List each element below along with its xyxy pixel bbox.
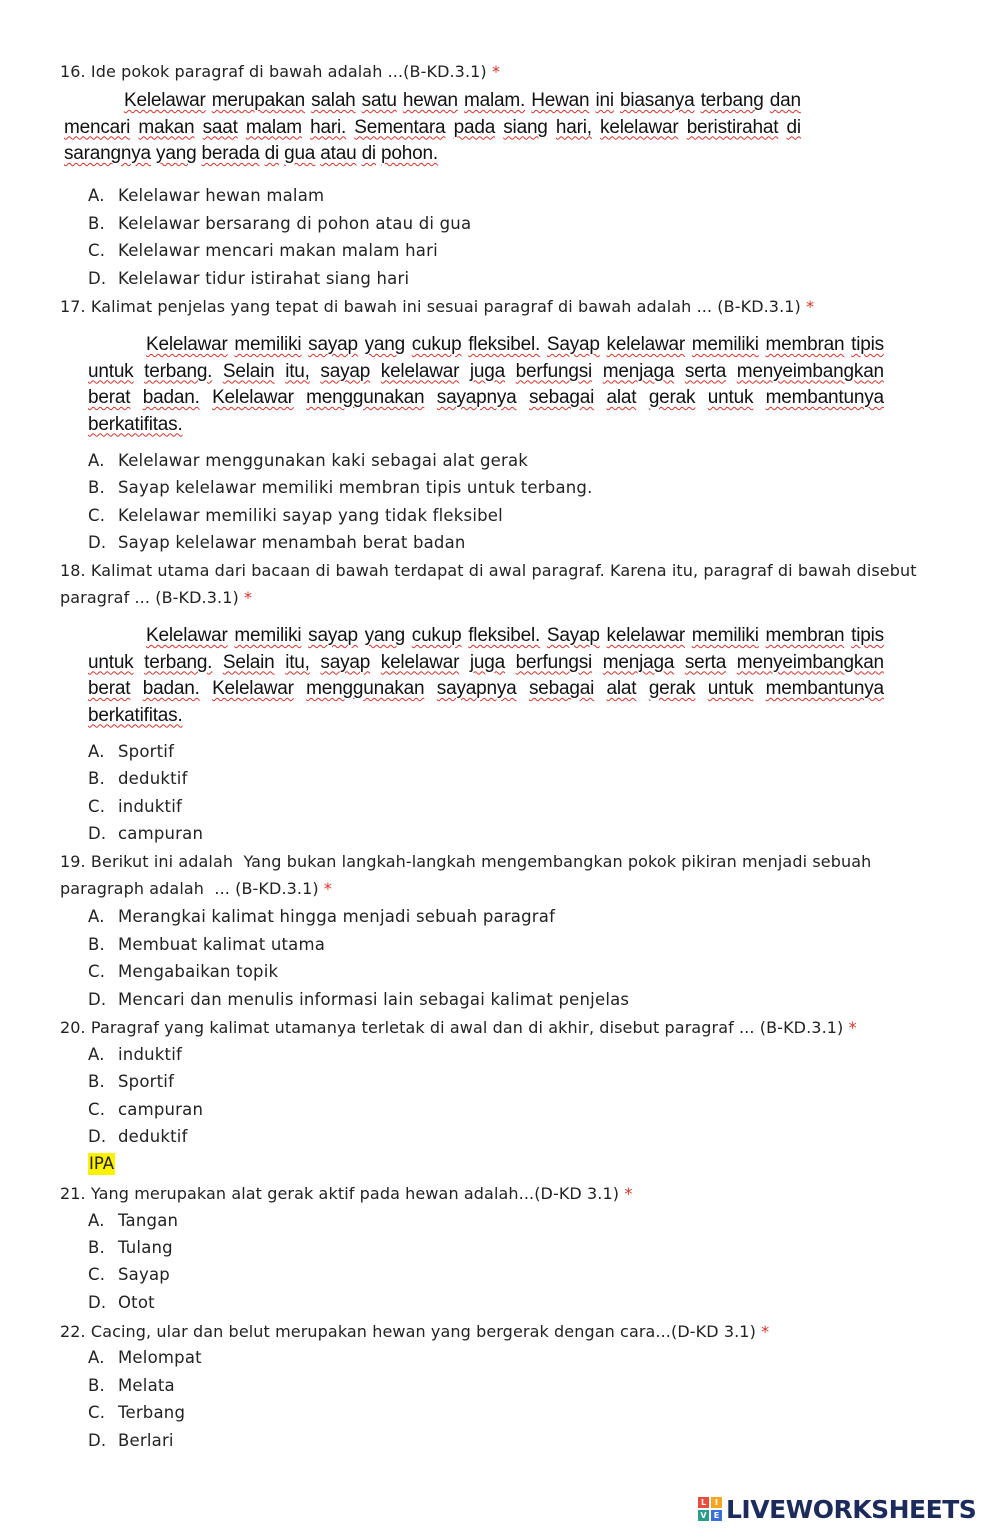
paragraph-word: untuk: [707, 387, 754, 408]
paragraph-word: biasanya: [620, 90, 695, 111]
paragraph-word: Kelelawar: [146, 334, 228, 355]
required-marker: *: [244, 588, 253, 607]
paragraph-word: memiliki: [234, 334, 302, 355]
option-text: deduktif: [118, 769, 188, 788]
paragraph-word: malam: [245, 116, 302, 138]
section-label-ipa: IPA: [89, 1154, 115, 1173]
paragraph-word: Sayap: [546, 625, 600, 646]
reading-paragraph-16: [64, 88, 801, 168]
paragraph-word: ini: [595, 90, 614, 111]
option-17-c[interactable]: [88, 505, 503, 527]
question-19-line-2: paragraph adalah ... (B-KD.3.1): [60, 879, 319, 898]
question-17-text: 17. Kalimat penjelas yang tepat di bawah ini sesuai paragraf di bawah adalah ... (B-KD.3.1): [60, 297, 801, 316]
paragraph-word: Kelelawar: [212, 678, 294, 699]
paragraph-word: di: [786, 116, 801, 138]
paragraph-word: atau: [320, 143, 357, 164]
option-21-c[interactable]: [88, 1264, 170, 1286]
paragraph-word: Selain: [222, 651, 275, 673]
option-text: Sayap: [118, 1265, 170, 1284]
paragraph-word: Kelelawar: [212, 387, 294, 408]
option-text: Kelelawar menggunakan kaki sebagai alat gerak: [118, 451, 529, 470]
paragraph-word: untuk: [88, 651, 134, 673]
option-letter: B.: [88, 1376, 105, 1395]
option-text: Tangan: [118, 1211, 179, 1230]
option-text: Kelelawar bersarang di pohon atau di gua: [118, 214, 472, 233]
paragraph-word: kelelawar: [380, 360, 460, 382]
required-marker: *: [624, 1184, 633, 1203]
paragraph-word: kelelawar: [600, 116, 679, 138]
option-letter: B.: [88, 478, 105, 497]
paragraph-line: [64, 88, 801, 115]
paragraph-word: berkatifitas.: [88, 704, 183, 726]
reading-paragraph-18: [88, 623, 884, 729]
question-21: [60, 1180, 940, 1207]
paragraph-line: [88, 676, 884, 703]
option-22-a[interactable]: [88, 1347, 202, 1369]
option-text: Kelelawar tidur istirahat siang hari: [118, 269, 410, 288]
logo-text: LIVEWORKSHEETS: [726, 1494, 977, 1524]
paragraph-word: satu: [361, 90, 397, 111]
option-17-b[interactable]: [88, 477, 593, 499]
paragraph-word: terbang.: [144, 651, 213, 673]
question-18-line-2: paragraf ... (B-KD.3.1): [60, 588, 239, 607]
paragraph-word: memiliki: [234, 625, 302, 646]
paragraph-word: cukup: [411, 625, 462, 646]
paragraph-word: mencari: [64, 116, 131, 138]
option-text: Berlari: [118, 1431, 174, 1450]
option-text: Kelelawar mencari makan malam hari: [118, 241, 438, 260]
paragraph-word: Sayap: [546, 334, 600, 355]
paragraph-word: salah: [311, 90, 356, 111]
option-text: Membuat kalimat utama: [118, 935, 326, 954]
option-letter: A.: [88, 186, 105, 205]
paragraph-word: Hewan: [531, 90, 590, 111]
option-letter: D.: [88, 1431, 107, 1450]
paragraph-line: [88, 412, 884, 439]
paragraph-word: berfungsi: [515, 651, 593, 673]
question-16-text: 16. Ide pokok paragraf di bawah adalah ...(B-KD.3.1): [60, 62, 487, 81]
question-19: [60, 848, 940, 902]
option-16-c[interactable]: [88, 240, 438, 262]
option-text: induktif: [118, 797, 182, 816]
option-19-d[interactable]: [88, 989, 629, 1011]
paragraph-word: menyeimbangkan: [736, 651, 884, 673]
required-marker: *: [491, 62, 501, 81]
paragraph-word: Kelelawar: [146, 625, 228, 646]
option-18-d[interactable]: [88, 823, 203, 845]
paragraph-word: kelelawar: [606, 625, 685, 646]
paragraph-word: sayap: [320, 360, 371, 382]
paragraph-word: untuk: [707, 678, 754, 699]
paragraph-word: sarangnya: [64, 143, 151, 164]
paragraph-word: hari,: [555, 116, 592, 138]
paragraph-word: saat: [202, 116, 238, 138]
option-text: Sportif: [118, 1072, 175, 1091]
paragraph-word: gerak: [648, 678, 696, 699]
option-text: deduktif: [118, 1127, 188, 1146]
option-20-b[interactable]: [88, 1071, 174, 1093]
question-19-line-1: 19. Berikut ini adalah Yang bukan langkah-langkah mengembangkan pokok pikiran menjadi sebuah: [60, 852, 872, 871]
option-text: Sportif: [118, 742, 175, 761]
question-22: [60, 1318, 940, 1345]
paragraph-word: badan.: [142, 678, 200, 699]
option-letter: A.: [88, 742, 105, 761]
paragraph-line: [88, 385, 884, 412]
option-18-a[interactable]: [88, 741, 174, 763]
paragraph-word: sayapnya: [436, 387, 517, 408]
question-17: [60, 293, 940, 320]
option-text: Tulang: [118, 1238, 173, 1257]
paragraph-word: hari.: [310, 116, 347, 138]
question-21-text: 21. Yang merupakan alat gerak aktif pada hewan adalah...(D-KD 3.1): [60, 1184, 620, 1203]
paragraph-word: itu,: [285, 651, 310, 673]
option-text: Merangkai kalimat hingga menjadi sebuah paragraf: [118, 907, 556, 926]
option-text: Melata: [118, 1376, 175, 1395]
option-letter: D.: [88, 269, 107, 288]
logo-icon: [698, 1497, 722, 1521]
paragraph-word: gerak: [648, 387, 696, 408]
option-20-c[interactable]: [88, 1099, 203, 1121]
option-letter: A.: [88, 451, 105, 470]
option-text: Melompat: [118, 1348, 202, 1367]
paragraph-word: menggunakan: [306, 678, 425, 699]
paragraph-word: juga: [469, 360, 506, 382]
paragraph-word: Selain: [222, 360, 275, 382]
paragraph-word: siang: [503, 116, 548, 138]
paragraph-word: merupakan: [211, 90, 306, 111]
paragraph-word: beristirahat: [686, 116, 779, 138]
question-22-text: 22. Cacing, ular dan belut merupakan hewan yang bergerak dengan cara...(D-KD 3.1): [60, 1322, 756, 1341]
paragraph-word: badan.: [142, 387, 200, 408]
paragraph-line: [88, 703, 884, 730]
paragraph-word: alat: [606, 387, 637, 408]
option-text: Mengabaikan topik: [118, 962, 279, 981]
paragraph-word: yang: [364, 625, 406, 646]
paragraph-word: menjaga: [602, 360, 675, 382]
logo-tile: L: [698, 1497, 709, 1508]
paragraph-word: membran: [765, 625, 845, 646]
option-16-a[interactable]: [88, 185, 324, 207]
paragraph-word: berkatifitas.: [88, 413, 183, 435]
option-19-c[interactable]: [88, 961, 278, 983]
option-letter: C.: [88, 1403, 106, 1422]
option-21-d[interactable]: [88, 1292, 155, 1314]
option-letter: D.: [88, 533, 107, 552]
paragraph-word: di: [264, 143, 279, 164]
paragraph-word: yang: [364, 334, 406, 355]
question-20-text: 20. Paragraf yang kalimat utamanya terletak di awal dan di akhir, disebut paragraf ... (B-KD.3.1): [60, 1018, 844, 1037]
option-letter: A.: [88, 1211, 105, 1230]
paragraph-word: kelelawar: [606, 334, 685, 355]
option-22-b[interactable]: [88, 1375, 175, 1397]
paragraph-line: [64, 115, 801, 142]
paragraph-word: untuk: [88, 360, 134, 382]
option-letter: B.: [88, 935, 105, 954]
option-16-b[interactable]: [88, 213, 471, 235]
paragraph-word: membran: [765, 334, 845, 355]
paragraph-word: makan: [138, 116, 195, 138]
paragraph-word: alat: [606, 678, 637, 699]
reading-paragraph-17: [88, 332, 884, 438]
option-letter: D.: [88, 824, 107, 843]
option-20-a[interactable]: [88, 1044, 182, 1066]
paragraph-word: memiliki: [691, 334, 759, 355]
paragraph-word: membantunya: [765, 387, 884, 408]
paragraph-word: malam.: [464, 90, 526, 111]
paragraph-word: Sementara: [354, 116, 446, 138]
paragraph-line: [64, 141, 801, 168]
question-16: [60, 58, 940, 85]
option-letter: C.: [88, 241, 106, 260]
option-text: induktif: [118, 1045, 182, 1064]
option-letter: A.: [88, 1045, 105, 1064]
option-22-c[interactable]: [88, 1402, 185, 1424]
paragraph-word: berat: [88, 678, 131, 699]
paragraph-word: berada: [201, 143, 260, 164]
required-marker: *: [848, 1018, 857, 1037]
paragraph-word: membantunya: [765, 678, 884, 699]
paragraph-word: di: [361, 143, 376, 164]
paragraph-word: pohon.: [381, 143, 438, 164]
question-18-line-1: 18. Kalimat utama dari bacaan di bawah terdapat di awal paragraf. Karena itu, paragraf di bawah disebut: [60, 561, 917, 580]
logo-tile: I: [711, 1497, 722, 1508]
paragraph-word: berfungsi: [515, 360, 593, 382]
question-20: [60, 1014, 940, 1041]
paragraph-word: dan: [769, 90, 801, 111]
paragraph-word: gua: [284, 143, 316, 164]
option-letter: B.: [88, 1238, 105, 1257]
paragraph-word: serta: [684, 651, 727, 673]
paragraph-word: juga: [469, 651, 506, 673]
option-letter: A.: [88, 1348, 105, 1367]
question-18: [60, 557, 940, 611]
option-20-d[interactable]: [88, 1126, 188, 1148]
option-18-b[interactable]: [88, 768, 188, 790]
paragraph-word: fleksibel.: [468, 625, 541, 646]
paragraph-word: Kelelawar: [124, 90, 206, 111]
paragraph-word: menjaga: [602, 651, 675, 673]
paragraph-word: menyeimbangkan: [736, 360, 884, 382]
paragraph-word: berat: [88, 387, 131, 408]
option-19-b[interactable]: [88, 934, 325, 956]
option-letter: B.: [88, 214, 105, 233]
paragraph-line: [88, 623, 884, 650]
paragraph-word: sayap: [308, 334, 358, 355]
option-letter: C.: [88, 962, 106, 981]
paragraph-word: sayap: [308, 625, 358, 646]
paragraph-word: memiliki: [691, 625, 759, 646]
paragraph-word: sayapnya: [436, 678, 517, 699]
option-17-a[interactable]: [88, 450, 528, 472]
paragraph-word: itu,: [285, 360, 310, 382]
option-letter: C.: [88, 506, 106, 525]
option-text: Sayap kelelawar memiliki membran tipis untuk terbang.: [118, 478, 593, 497]
option-text: Mencari dan menulis informasi lain sebagai kalimat penjelas: [118, 990, 630, 1009]
option-text: Kelelawar hewan malam: [118, 186, 325, 205]
paragraph-word: terbang: [700, 90, 764, 111]
option-letter: B.: [88, 769, 105, 788]
option-21-b[interactable]: [88, 1237, 173, 1259]
paragraph-word: terbang.: [144, 360, 213, 382]
logo-tile: E: [711, 1510, 722, 1521]
paragraph-line: [88, 359, 884, 386]
option-letter: C.: [88, 797, 106, 816]
required-marker: *: [761, 1322, 770, 1341]
paragraph-word: sayap: [320, 651, 371, 673]
logo-tile: V: [698, 1510, 709, 1521]
option-text: Otot: [118, 1293, 155, 1312]
paragraph-line: [88, 332, 884, 359]
required-marker: *: [323, 879, 333, 898]
option-18-c[interactable]: [88, 796, 182, 818]
option-letter: D.: [88, 1293, 107, 1312]
paragraph-word: sebagai: [528, 387, 595, 408]
option-letter: C.: [88, 1265, 106, 1284]
option-text: campuran: [118, 1100, 204, 1119]
liveworksheets-logo[interactable]: [698, 1493, 976, 1525]
required-marker: *: [806, 297, 815, 316]
paragraph-word: kelelawar: [380, 651, 460, 673]
option-21-a[interactable]: [88, 1210, 178, 1232]
paragraph-word: pada: [453, 116, 496, 138]
paragraph-word: yang: [156, 143, 197, 164]
paragraph-word: serta: [684, 360, 727, 382]
paragraph-word: hewan: [402, 90, 458, 111]
option-letter: D.: [88, 990, 107, 1009]
option-16-d[interactable]: [88, 268, 409, 290]
option-letter: C.: [88, 1100, 106, 1119]
option-text: Sayap kelelawar menambah berat badan: [118, 533, 466, 552]
option-19-a[interactable]: [88, 906, 555, 928]
paragraph-word: menggunakan: [306, 387, 425, 408]
paragraph-word: tipis: [851, 334, 884, 355]
paragraph-word: sebagai: [528, 678, 595, 699]
option-17-d[interactable]: [88, 532, 466, 554]
paragraph-line: [88, 650, 884, 677]
paragraph-word: tipis: [851, 625, 884, 646]
option-22-d[interactable]: [88, 1430, 174, 1452]
option-letter: B.: [88, 1072, 105, 1091]
option-text: campuran: [118, 824, 204, 843]
paragraph-word: fleksibel.: [468, 334, 541, 355]
option-letter: A.: [88, 907, 105, 926]
option-letter: D.: [88, 1127, 107, 1146]
option-text: Kelelawar memiliki sayap yang tidak fleksibel: [118, 506, 503, 525]
option-text: Terbang: [118, 1403, 186, 1422]
paragraph-word: cukup: [411, 334, 462, 355]
